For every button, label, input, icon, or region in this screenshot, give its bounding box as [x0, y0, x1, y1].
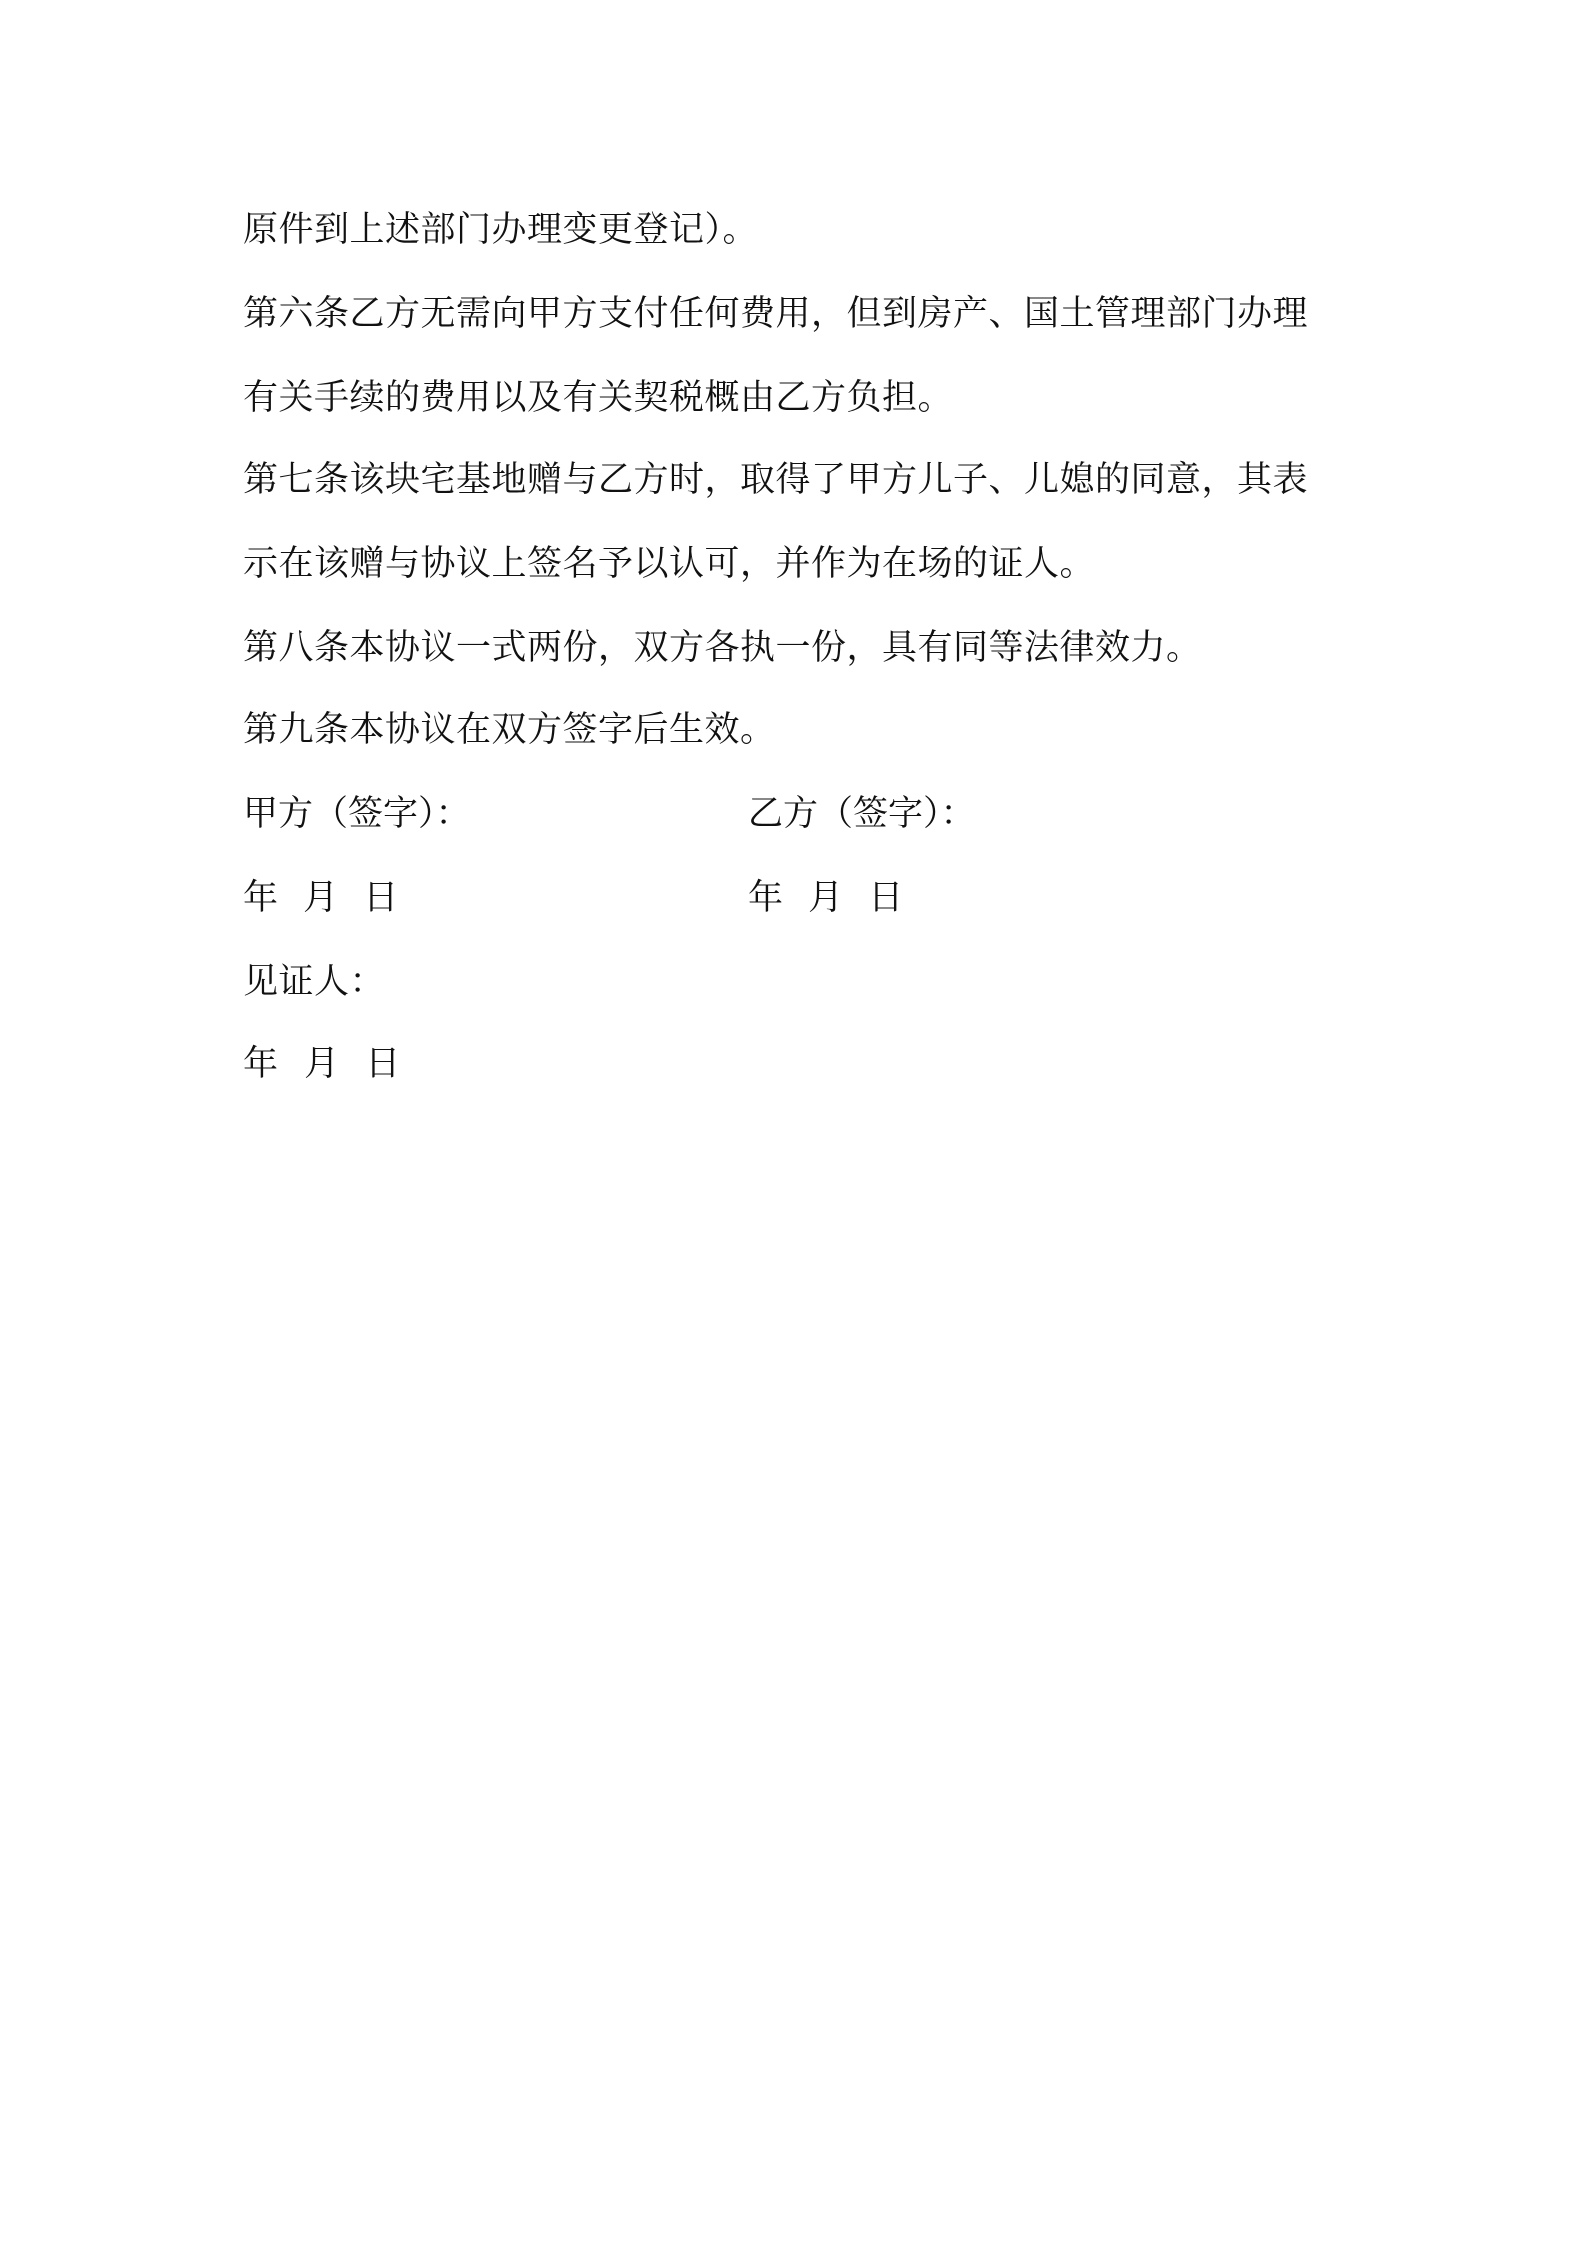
witness-label: 见证人： — [243, 962, 386, 1002]
paragraph-line-1: 原件到上述部门办理变更登记）。 — [243, 210, 759, 250]
party-a-signature-label: 甲方（签字）： — [243, 794, 471, 834]
witness-date: 年 月 日 — [243, 1044, 401, 1084]
article-6-line-1: 第六条乙方无需向甲方支付任何费用，但到房产、国土管理部门办理 — [243, 294, 1309, 334]
party-a-date: 年 月 日 — [243, 878, 399, 918]
article-6-line-2: 有关手续的费用以及有关契税概由乙方负担。 — [243, 378, 954, 418]
article-8: 第八条本协议一式两份，双方各执一份，具有同等法律效力。 — [243, 628, 1202, 668]
signature-date-row — [243, 876, 1143, 920]
article-7-line-1: 第七条该块宅基地赠与乙方时，取得了甲方儿子、儿媳的同意，其表 — [243, 460, 1309, 500]
party-b-date: 年 月 日 — [748, 878, 904, 918]
article-9: 第九条本协议在双方签字后生效。 — [243, 710, 776, 750]
article-7-line-2: 示在该赠与协议上签名予以认可，并作为在场的证人。 — [243, 544, 1096, 584]
party-b-signature-label: 乙方（签字）： — [748, 794, 976, 834]
signature-row — [243, 792, 1143, 836]
